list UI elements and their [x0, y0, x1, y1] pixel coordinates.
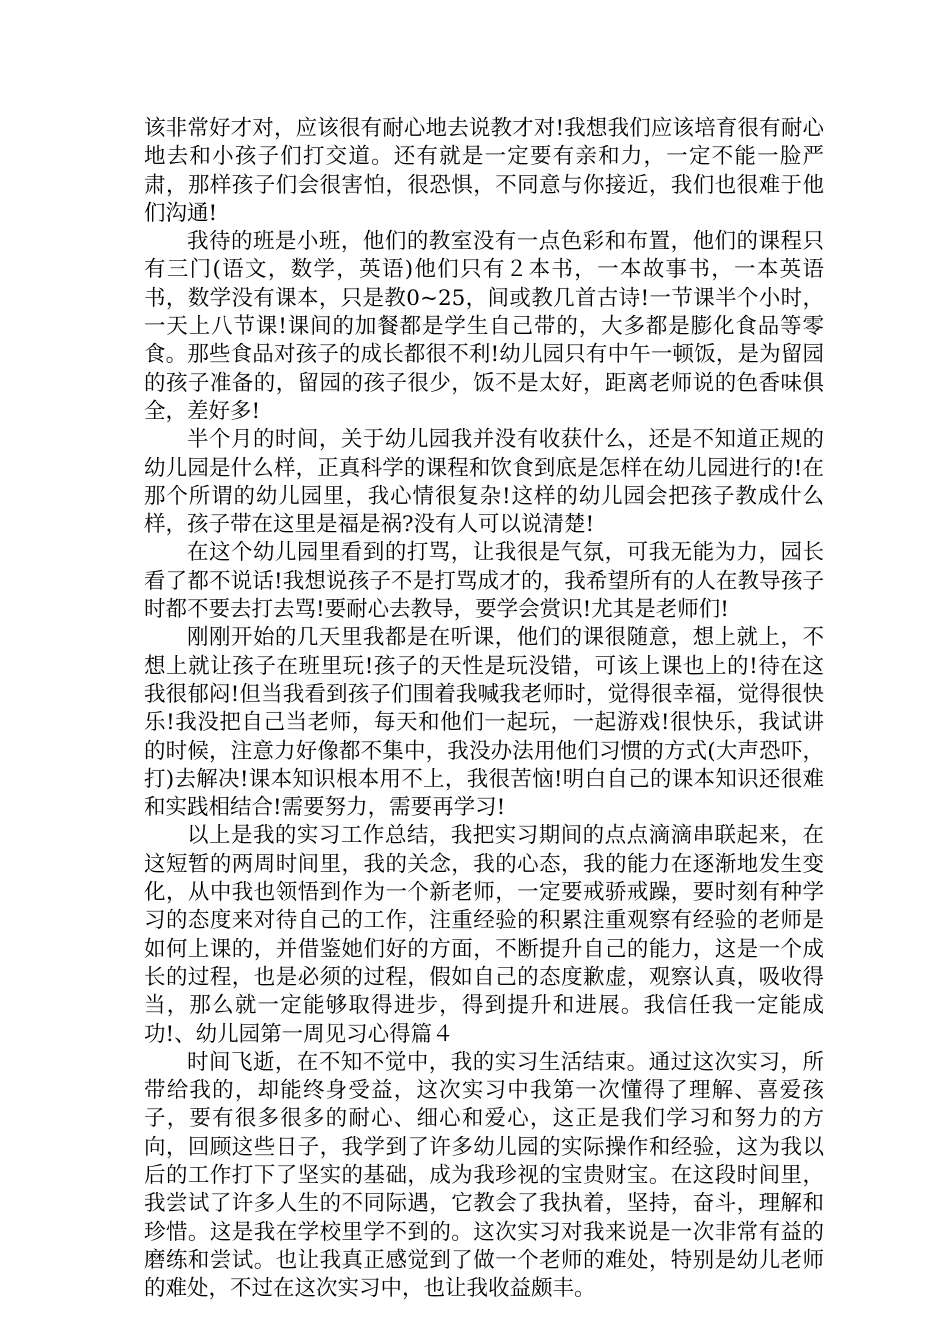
paragraph-7: 时间飞逝，在不知不觉中，我的实习生活结束。通过这次实习，所带给我的，却能终身受益，这次实习中我第一次懂得了理解、喜爱孩子，要有很多很多的耐心、细心和爱心，这正是我们学习和努力的方向，回顾这些日子，我学到了许多幼儿园的实际操作和经验，这为我以后的工作打下了坚实的基础，成为我珍视的宝贵财宝。在这段时间里，我尝试了许多人生的不同际遇，它教会了我执着，坚持，奋斗，理解和珍惜。这是我在学校里学不到的。这次实习对我来说是一次非常有益的磨练和尝试。也让我真正感觉到了做一个老师的难处，特别是幼儿老师的难处，不过在这次实习中，也让我收益颇丰。: [144, 1049, 824, 1302]
paragraph-1: 该非常好才对，应该很有耐心地去说教才对!我想我们应该培育很有耐心地去和小孩子们打交道。还有就是一定要有亲和力，一定不能一脸严肃，那样孩子们会很害怕，很恐惧，不同意与你接近，我们也很难于他们沟通!: [144, 116, 824, 226]
paragraph-5: 刚刚开始的几天里我都是在听课，他们的课很随意，想上就上，不想上就让孩子在班里玩!孩子的天性是玩没错，可该上课也上的!待在这我很郁闷!但当我看到孩子们围着我喊我老师时，觉得很幸福，觉得很快乐!我没把自己当老师，每天和他们一起玩，一起游戏!很快乐，我试讲的时候，注意力好像都不集中，我没办法用他们习惯的方式(大声恐吓，打)去解决!课本知识根本用不上，我很苦恼!明白自己的课本知识还很难和实践相结合!需要努力，需要再学习!: [144, 625, 824, 821]
paragraph-4: 在这个幼儿园里看到的打骂，让我很是气氛，可我无能为力，园长看了都不说话!我想说孩子不是打骂成才的，我希望所有的人在教导孩子时都不要去打去骂!要耐心去教导，要学会赏识!尤其是老师们!: [144, 540, 824, 623]
paragraph-6: 以上是我的实习工作总结，我把实习期间的点点滴滴串联起来，在这短暂的两周时间里，我的关念，我的心态，我的能力在逐渐地发生变化，从中我也领悟到作为一个新老师，一定要戒骄戒躁，要时刻有种学习的态度来对待自己的工作，注重经验的积累注重观察有经验的老师是如何上课的，并借鉴她们好的方面，不断提升自己的能力，这是一个成长的过程，也是必须的过程，假如自己的态度歉虚，观察认真，吸收得当，那么就一定能够取得进步，得到提升和进展。我信任我一定能成功!、幼儿园第一周见习心得篇４: [144, 823, 824, 1047]
paragraph-3: 半个月的时间，关于幼儿园我并没有收获什么，还是不知道正规的幼儿园是什么样，正真科学的课程和饮食到底是怎样在幼儿园进行的!在那个所谓的幼儿园里，我心情很复杂!这样的幼儿园会把孩子教成什么样，孩子带在这里是福是祸?没有人可以说清楚!: [144, 427, 824, 538]
paragraph-2: 我待的班是小班，他们的教室没有一点色彩和布置，他们的课程只有三门(语文，数学，英语)他们只有２本书，一本故事书，一本英语书，数学没有课本，只是教0~25，间或教几首古诗!一节课半个小时，一天上八节课!课间的加餐都是学生自己带的，大多都是膨化食品等零食。那些食品对孩子的成长都很不利!幼儿园只有中午一顿饭，是为留园的孩子准备的，留园的孩子很少，饭不是太好，距离老师说的色香味俱全，差好多!: [144, 229, 824, 424]
document-body: [144, 115, 824, 1303]
